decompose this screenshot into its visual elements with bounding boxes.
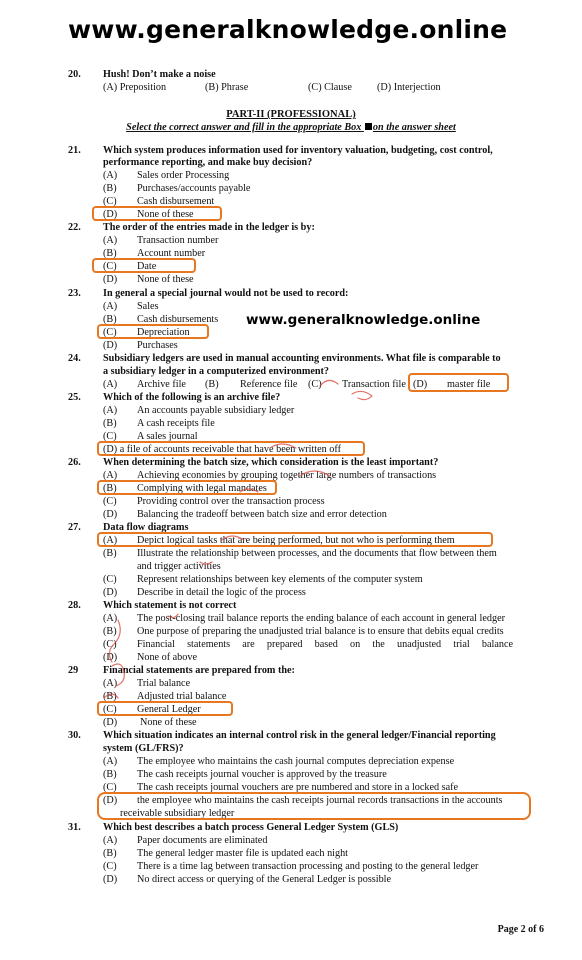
question-text: Which statement is not correct (103, 600, 237, 611)
option-label: (B) (103, 183, 117, 194)
question-number: 29 (68, 665, 79, 676)
watermark-middle: www.generalknowledge.online (246, 312, 481, 328)
option-text: An accounts payable subsidiary ledger (137, 405, 295, 416)
option-text: General Ledger (137, 704, 201, 715)
option-label: (C) (103, 639, 117, 650)
option-text: None of these (140, 717, 197, 728)
option-label: (C) (103, 261, 117, 272)
option-label: (C) (103, 196, 117, 207)
question-number: 21. (68, 145, 81, 156)
option-text: Transaction number (137, 235, 219, 246)
instruction-pre: Select the correct answer and fill in the appropriate Box (126, 122, 362, 133)
option-label: (B) (103, 691, 117, 702)
option-text: There is a time lag between transaction processing and posting to the general ledger (137, 861, 479, 872)
option-label: (C) (103, 327, 117, 338)
option-text: Adjusted trial balance (137, 691, 227, 702)
question-number: 28. (68, 600, 81, 611)
question-text: Which best describes a batch process General Ledger System (GLS) (103, 822, 399, 833)
option-text: Date (137, 261, 157, 272)
watermark-top: www.generalknowledge.online (68, 15, 508, 44)
question-number: 25. (68, 392, 81, 403)
option-label: (A) (103, 678, 118, 689)
option-text: No direct access or querying of the General Ledger is possible (137, 874, 392, 885)
question-text: Data flow diagrams (103, 522, 189, 533)
question-text: Which situation indicates an internal control risk in the general ledger/Financial reporting (103, 730, 496, 741)
option-label: (C) (103, 431, 117, 442)
option-text: The post-closing trail balance reports the ending balance of each account in general ledger (137, 613, 506, 624)
question-number: 22. (68, 222, 81, 233)
option-text: Sales order Processing (137, 170, 230, 181)
option-label: (C) (308, 379, 322, 390)
option-label: (B) (103, 314, 117, 325)
option-label: (A) (103, 405, 118, 416)
option-label: (D) (103, 209, 118, 220)
option-text: and trigger activities (137, 561, 221, 572)
option-label: (D) (103, 274, 118, 285)
option-label: (A) (103, 535, 118, 546)
option-text: Purchases (137, 340, 178, 351)
option-label: (D) (413, 379, 428, 390)
option-text: Balancing the tradeoff between batch size and error detection (137, 509, 387, 520)
option-text: the employee who maintains the cash receipts journal records transactions in the accounts (137, 795, 503, 806)
question-text: The order of the entries made in the ledger is by: (103, 222, 315, 233)
question-number: 26. (68, 457, 81, 468)
option-text: Represent relationships between key elements of the computer system (137, 574, 423, 585)
option-label: (A) (103, 835, 118, 846)
option-label: (C) (103, 496, 117, 507)
option-text: The general ledger master file is updated each night (137, 848, 349, 859)
option-label: (C) (103, 574, 117, 585)
option-text: Trial balance (137, 678, 191, 689)
question-text: Subsidiary ledgers are used in manual accounting environments. What file is comparable to (103, 353, 501, 364)
question-text: Financial statements are prepared from the: (103, 665, 295, 676)
question-number: 30. (68, 730, 81, 741)
option-text: The employee who maintains the cash journal computes depreciation expense (137, 756, 455, 767)
option-label: (A) (103, 170, 118, 181)
option-a: (A) Preposition (103, 82, 167, 93)
part-title: PART-II (PROFESSIONAL) (226, 109, 356, 120)
option-text: Illustrate the relationship between processes, and the documents that flow between them (137, 548, 497, 559)
option-text: A sales journal (137, 431, 198, 442)
option-label: (C) (103, 782, 117, 793)
option-label: (D) (103, 652, 118, 663)
question-number: 20. (68, 69, 81, 80)
option-text: Providing control over the transaction process (137, 496, 325, 507)
question-text: Which of the following is an archive file? (103, 392, 281, 403)
option-text: Paper documents are eliminated (137, 835, 268, 846)
option-text: Depreciation (137, 327, 190, 338)
question-text: performance reporting, and make buy decision? (103, 157, 313, 168)
option-text: receivable subsidiary ledger (120, 808, 235, 819)
option-label: (A) (103, 470, 118, 481)
option-text: Depict logical tasks that are being performed, but not who is performing them (137, 535, 455, 546)
option-label: (A) (103, 235, 118, 246)
instruction-post: on the answer sheet (372, 122, 456, 133)
option-text: master file (447, 379, 491, 390)
option-text: Financial statements are prepared based on the unadjusted trial balance (137, 639, 513, 650)
question-number: 24. (68, 353, 81, 364)
option-text: Archive file (137, 379, 186, 390)
option-label: (B) (103, 248, 117, 259)
option-label: (A) (103, 379, 118, 390)
option-text: Complying with legal mandates (137, 483, 267, 494)
option-label: (D) (103, 717, 118, 728)
option-text: Cash disbursement (137, 196, 215, 207)
question-number: 23. (68, 288, 81, 299)
option-text: Reference file (240, 379, 298, 390)
option-label: (B) (103, 626, 117, 637)
question-text: Which system produces information used for inventory valuation, budgeting, cost control, (103, 145, 493, 156)
question-text: When determining the batch size, which consideration is the least important? (103, 457, 439, 468)
option-text: None of above (137, 652, 197, 663)
option-label: (D) (103, 795, 118, 806)
option-text: Transaction file (342, 379, 406, 390)
option-label: (A) (103, 756, 118, 767)
option-text: Describe in detail the logic of the process (137, 587, 306, 598)
question-text: In general a special journal would not be used to record: (103, 288, 349, 299)
option-label: (B) (103, 483, 117, 494)
question-text: system (GL/FRS)? (103, 743, 184, 754)
option-text: One purpose of preparing the unadjusted trial balance is to ensure that debits equal credits (137, 626, 504, 637)
page-number: Page 2 of 6 (497, 924, 544, 935)
option-text: Achieving economies by grouping together large numbers of transactions (137, 470, 437, 481)
question-text: Hush! Don’t make a noise (103, 69, 216, 80)
option-c: (C) Clause (308, 82, 352, 93)
option-label: (B) (103, 548, 117, 559)
option-label: (C) (103, 704, 117, 715)
option-d-full: (D) a file of accounts receivable that have been written off (103, 444, 341, 455)
option-label: (D) (103, 874, 118, 885)
option-label: (A) (103, 301, 118, 312)
question-number: 31. (68, 822, 81, 833)
option-text: None of these (137, 274, 194, 285)
option-label: (D) (103, 587, 118, 598)
question-text: a subsidiary ledger in a computerized environment? (103, 366, 330, 377)
option-label: (C) (103, 861, 117, 872)
option-label: (D) (103, 509, 118, 520)
option-label: (B) (103, 769, 117, 780)
option-text: None of these (137, 209, 194, 220)
option-text: Purchases/accounts payable (137, 183, 251, 194)
option-label: (B) (103, 418, 117, 429)
option-text: The cash receipts journal vouchers are pre numbered and store in a locked safe (137, 782, 459, 793)
option-label: (B) (205, 379, 219, 390)
option-text: A cash receipts file (137, 418, 215, 429)
question-number: 27. (68, 522, 81, 533)
option-text: Sales (137, 301, 159, 312)
option-text: Cash disbursements (137, 314, 219, 325)
option-d: (D) Interjection (377, 82, 441, 93)
option-label: (B) (103, 848, 117, 859)
option-label: (A) (103, 613, 118, 624)
option-text: Account number (137, 248, 206, 259)
option-label: (D) (103, 340, 118, 351)
option-b: (B) Phrase (205, 82, 249, 93)
option-text: The cash receipts journal voucher is approved by the treasure (137, 769, 387, 780)
